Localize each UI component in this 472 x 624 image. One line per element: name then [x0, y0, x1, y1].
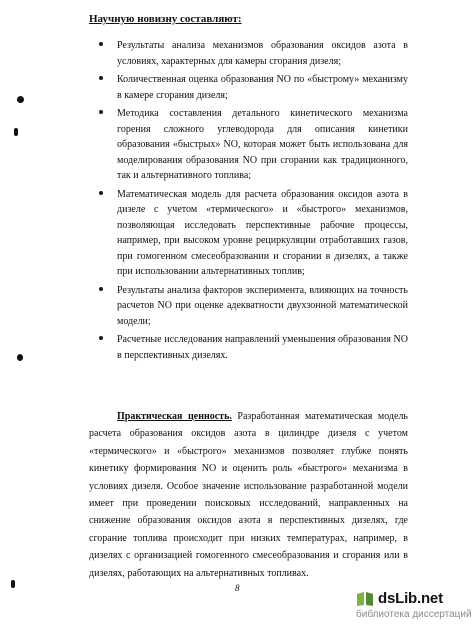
bullet-icon — [99, 42, 103, 46]
bullet-icon — [99, 191, 103, 195]
novelty-list — [0, 38, 450, 366]
list-item — [0, 332, 450, 363]
practical-value-title: Практическая ценность. — [117, 411, 232, 422]
bullet-icon — [99, 110, 103, 114]
bullet-icon — [99, 76, 103, 80]
bullet-icon — [99, 336, 103, 340]
watermark-tagline: библиотека диссертаций — [356, 609, 472, 620]
practical-value-text: Разработанная математическая модель расчета образования оксидов азота в цилиндре дизеля с учетом «термического» и «быстрого» механизмов позволяет глубже понять кинетику формирования NO и оценить роль «быстрого» механизма в условиях дизеля. Особое значение использование разработанной модели имеет при проведении поисковых исследований, направленных на снижение образования оксидов азота в перспективных дизелях, где сгорание топлива происходит при низких температурах, например, в дизелях с организацией гомогенного смесеобразования и сгорания или в дизелях, работающих на альтернативных топливах. — [89, 411, 408, 579]
bullet-icon — [99, 287, 103, 291]
scan-mark — [11, 580, 15, 588]
watermark-logo[interactable] — [356, 590, 472, 624]
list-item — [0, 187, 450, 280]
section-heading: Научную новизну составляют: — [89, 13, 242, 25]
page-number: 8 — [235, 583, 240, 593]
list-item — [0, 38, 450, 69]
book-icon — [356, 591, 374, 607]
list-item — [0, 72, 450, 103]
list-item-text: Расчетные исследования направлений уменьшения образования NO в перспективных дизелях. — [117, 334, 408, 361]
list-item — [0, 106, 450, 184]
list-item-text: Количественная оценка образования NO по «быстрому» механизму в камере сгорания дизеля; — [117, 74, 408, 101]
list-item-text: Результаты анализа факторов эксперимента, влияющих на точность расчетов NO при оценке адекватности двухзонной математической модели; — [117, 284, 408, 327]
practical-value-paragraph — [89, 408, 408, 582]
list-item-text: Математическая модель для расчета образования оксидов азота в дизеле с учетом «термического» и «быстрого» механизмов, позволяющая исследовать перспективные рабочие процессы, например, при высоком уровне рециркуляции отработавших газов, при гомогенном смесеобразовании и сгорании в дизелях, а также при использовании альтернативных топлив; — [117, 188, 408, 277]
list-item-text: Результаты анализа механизмов образования оксидов азота в условиях, характерных для камеры сгорания дизеля; — [117, 40, 408, 67]
watermark-name: dsLib.net — [378, 590, 443, 607]
list-item-text: Методика составления детального кинетического механизма горения сложного углеводорода для описания кинетики образования «быстрых» NO, которая может быть использована для моделирования образования NO при сгорании как традиционного, так и альтернативного топлива; — [117, 108, 408, 181]
list-item — [0, 283, 450, 330]
